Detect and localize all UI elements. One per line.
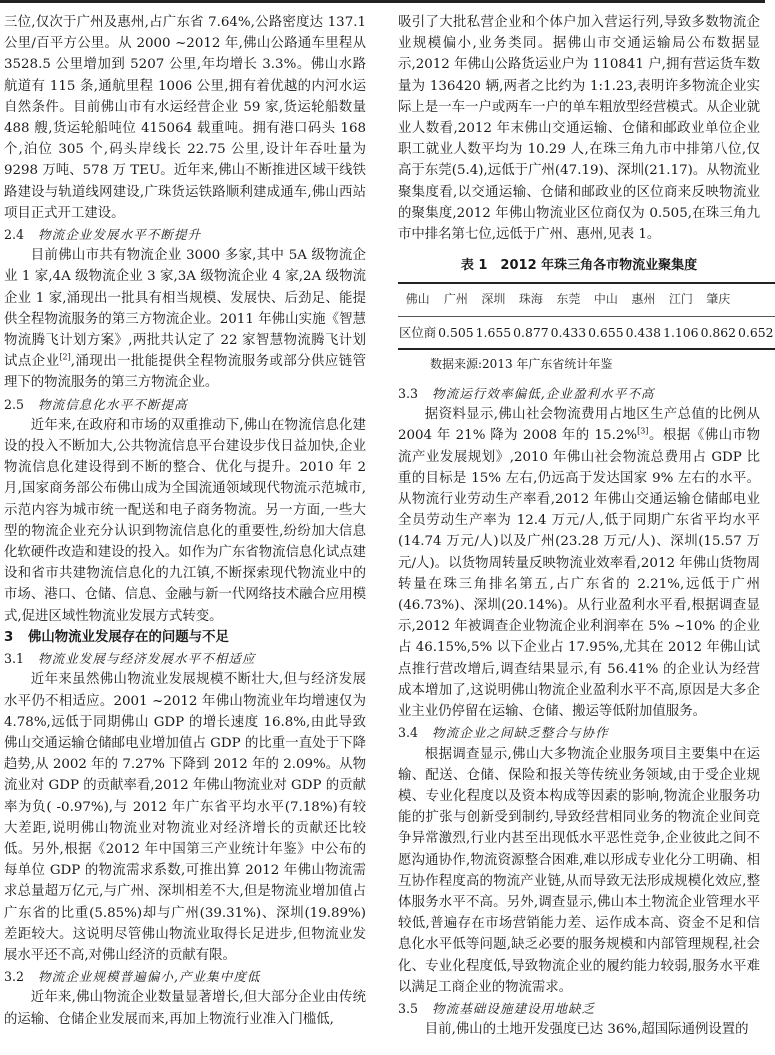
section-title: 佛山物流业发展存在的问题与不足 [28,629,229,645]
table-cell: 0.862 [700,324,737,340]
table-cell: 0.433 [550,324,587,340]
section-heading-3-3 [398,383,760,404]
section-heading-3-5 [398,998,760,1019]
table-header-cell: 佛山 [405,292,430,307]
table-cell: 0.877 [513,324,549,340]
table-header-cell: 惠州 [631,292,656,307]
table-header-cell: 珠海 [518,292,543,307]
table-1 [398,255,774,375]
section-number: 3.4 [398,725,419,741]
section-title: 物流企业之间缺乏整合与协作 [432,725,609,741]
table-cell: 1.655 [475,324,512,340]
paragraph-text: ,涌现出一批能提供全程物流服务或部分供应链管理下的物流服务的第三方物流企业。 [4,354,367,391]
table-header-cell: 东莞 [556,292,581,307]
location-quotient-table [398,282,775,349]
section-heading-3 [4,627,366,648]
section-title: 物流企业发展水平不断提升 [38,227,202,243]
citation-ref[interactable]: [3] [637,426,649,436]
paragraph-text: 。根据《佛山市物流产业发展规划》,2010 年佛山社会物流总费用占 GDP 比重的目标是 15% 左右,仍远高于发达国家 9% 左右的水平。从物流行业劳动生产率看,2012 年佛山交通运输仓储邮电业全员劳动生产率为 12.4 万元/人,低于同期广东省平均水平(14.74 万元/人)以及广州(23.28 万元/人)、深圳(15.57 万元/人)。以货物周转量反映物流业效率看,2012 年佛山货物周转量在珠三角排名第五,占广东省的 2.21%,远低于广州(46.73%)、深圳(20.14%)。从行业盈利水平看,根据调查显示,2012 年被调查企业物流企业利润率在 5% ~10% 的企业占 46.15%,5% 以下企业占 17.95%,尤其在 2012 年佛山试点推行营改增后,调查结果显示,有 56.41% 的企业认为经营成本增加了,这说明佛山物流企业盈利水平不高,原因是大多企业主业仍停留在运输、仓储、搬运等低附加值服务。 [398,428,761,720]
table-header-cell: 广州 [443,292,468,307]
section-number: 3.2 [4,969,25,985]
table-row [398,316,775,349]
right-column [398,12,774,1040]
table-row-label: 区位商 [399,324,437,340]
paragraph-3-1: 近年来虽然佛山物流业发展规模不断壮大,但与经济发展水平仍不相适应。2001 ~2012 年佛山物流业年均增速仅为 4.78%,远低于同期佛山 GDP 的增长速度 16.8%,由此导致佛山交通运输仓储邮电业增加值占 GDP 的比重一直处于下降趋势,从 2002 年的 7.27% 下降到 2012 年的 2.09%。从物流业对 GDP 的贡献率看,2012 年佛山物流业对 GDP 的贡献率为负( -0.97%),与 2012 年广东省平均水平(7.18%)有较大差距,说明佛山物流业对物流业对经济增长的贡献还比较低。另外,根据《2012 年中国第三产业统计年鉴》中公布的每单位 GDP 的物流需求系数,可推出算 2012 年佛山物流需求总量超万亿元,与广州、深圳相差不大,但是物流业增加值占广东省的比重(5.85%)却与广州(39.31%)、深圳(19.89%)差距较大。这说明尽管佛山物流业取得长足进步,但物流业发展水平还不高,对佛山经济的贡献有限。 [4,672,366,963]
section-heading-2-5 [4,394,366,415]
table-source-note: 数据来源:2013 年广东省统计年鉴 [430,356,613,371]
table-cell: 0.438 [625,324,662,340]
paragraph-text: 据资料显示,佛山社会物流费用占地区生产总值的比例从 2004 年 21% 降为 2008 年的 15.2% [398,407,760,444]
table-cell: 0.505 [438,324,474,340]
paragraph-3-4: 根据调查显示,佛山大多物流企业服务项目主要集中在运输、配送、仓储、保险和报关等传统业务领域,由于受企业规模、专业化程度以及资本构成等因素的影响,物流企业服务功能的扩张与创新受到制约,导致经营相同业务的物流企业间竞争异常激烈,行业内甚至出现低水平恶性竞争,企业彼此之间不愿沟通协作,物流资源整合困难,难以形成专业化分工明确、相互协作程度高的物流产业链,从而导致无法形成规模化效应,整体服务水平不高。另外,调查显示,佛山本土物流企业管理水平较低,普遍存在市场营销能力差、运作成本高、资金不足和信息化水平低等问题,缺乏必要的服务规模和内部管理规程,社会化、专业化程度低,导致物流企业的履约能力较弱,服务水平难以满足工商企业的物流需求。 [398,746,760,995]
paragraph-3-3 [398,404,760,722]
table-header-spacer [737,283,774,316]
paragraph-text: 目前佛山市共有物流企业 3000 多家,其中 5A 级物流企业 1 家,4A 级物流企业 3 家,3A 级物流企业 4 家,2A 级物流企业 1 家,涌现出一批具有相当规模、发展快、后劲足、能提供全程物流服务的第三方物流企业。2011 年佛山实施《智慧物流腾飞计划方案》,两批共认定了 22 家智慧物流腾飞计划试点企业 [4,248,366,370]
section-number: 3.5 [398,1000,419,1016]
section-heading-2-4 [4,224,366,245]
table-header-cell: 肇庆 [706,292,731,307]
section-title: 物流运行效率偏低,企业盈利水平不高 [432,386,655,402]
header-rule [0,0,765,3]
table-title: 表 1 2012 年珠三角各市物流业聚集度 [460,258,698,274]
table-cell: 0.652 [738,324,774,340]
section-number: 3.3 [398,386,419,402]
paragraph-transport-infrastructure: 三位,仅次于广州及惠州,占广东省 7.64%,公路密度达 137.1 公里/百平方公里。从 2000 ~2012 年,佛山公路通车里程从 3528.5 公里增加到 5207 公里,年均增长 3.3%。佛山水路航道有 115 条,通航里程 1006 公里,拥有着优越的内河水运自然条件。目前佛山市有水运经营企业 59 家,货运轮船数量 488 艘,货运轮船吨位 415064 载重吨。拥有港口码头 168 个,泊位 305 个,码头岸线长 22.75 公里,设计年吞吐量为 9298 万吨、578 万 TEU。近年来,佛山不断推进区域干线铁路建设与轨道线网建设,广珠货运铁路顺利建成通车,佛山西站项目正式开工建设。 [4,15,366,221]
section-number: 2.4 [4,227,25,243]
paragraph-3-5: 目前,佛山的土地开发强度已达 36%,超国际通例设置的 [424,1022,749,1038]
citation-ref[interactable]: [2] [59,352,71,362]
section-number: 3 [4,629,14,645]
table-header-cell: 江门 [668,292,693,307]
left-column [4,12,366,1030]
section-heading-3-2 [4,966,366,987]
table-header-cell: 中山 [593,292,618,307]
paragraph-2-5: 近年来,在政府和市场的双重推动下,佛山在物流信息化建设的投入不断加大,公共物流信息平台建设步伐日益加快,企业物流信息化建设得到不断的整合、优化与提升。2010 年 2 月,国家商务部公布佛山成为全国流通领域现代物流示范城市,示范内容为城市统一配送和电子商务物流。另一方面,一些大型的物流企业充分认识到物流信息化的重要性,纷纷加大信息化软硬件改造和建设的投入。如作为广东省物流信息化试点建设和省市共建物流信息化的九江镇,不断探索现代物流业中的市场、港口、仓储、信息、金融与新一代网络技术融合应用模式,促进区域性物流业发展方式转变。 [4,417,366,624]
section-heading-3-1 [4,648,366,669]
paragraph-3-2: 近年来,佛山物流企业数量显著增长,但大部分企业由传统的运输、仓储企业发展而来,再加上物流行业准入门槛低, [4,990,366,1027]
table-cell: 0.655 [588,324,624,340]
section-title: 物流基础设施建设用地缺乏 [432,1000,596,1016]
section-title: 物流企业规模普遍偏小,产业集中度低 [38,969,261,985]
table-cell: 1.106 [663,324,699,340]
section-title: 物流信息化水平不断提高 [38,396,188,412]
section-title: 物流业发展与经济发展水平不相适应 [38,651,256,667]
section-heading-3-4 [398,722,760,743]
paragraph-3-2-continued: 吸引了大批私营企业和个体户加入营运行列,导致多数物流企业规模偏小,业务类同。据佛山市交通运输局公布数据显示,2012 年佛山公路货运业户为 110841 户,拥有营运货车数量为 136420 辆,两者之比约为 1:1.23,表明许多物流企业实际上是一车一户或两车一户的单车粗放型经营模式。从企业就业人数看,2012 年末佛山交通运输、仓储和邮政业单位企业职工就业人数平均为 10.29 人,在珠三角九市中排第八位,仅高于东莞(5.4),远低于广州(47.19)、深圳(21.17)。从物流业聚集度看,以交通运输、仓储和邮政业的区位商来反映物流业的聚集度,2012 年佛山物流业区位商仅为 0.505,在珠三角九市中排名第七位,远低于广州、惠州,见表 1。 [398,15,760,243]
section-number: 3.1 [4,651,25,667]
table-header-cell: 深圳 [481,292,506,307]
section-number: 2.5 [4,396,25,412]
paragraph-2-4 [4,245,366,393]
table-header-row [398,283,775,316]
